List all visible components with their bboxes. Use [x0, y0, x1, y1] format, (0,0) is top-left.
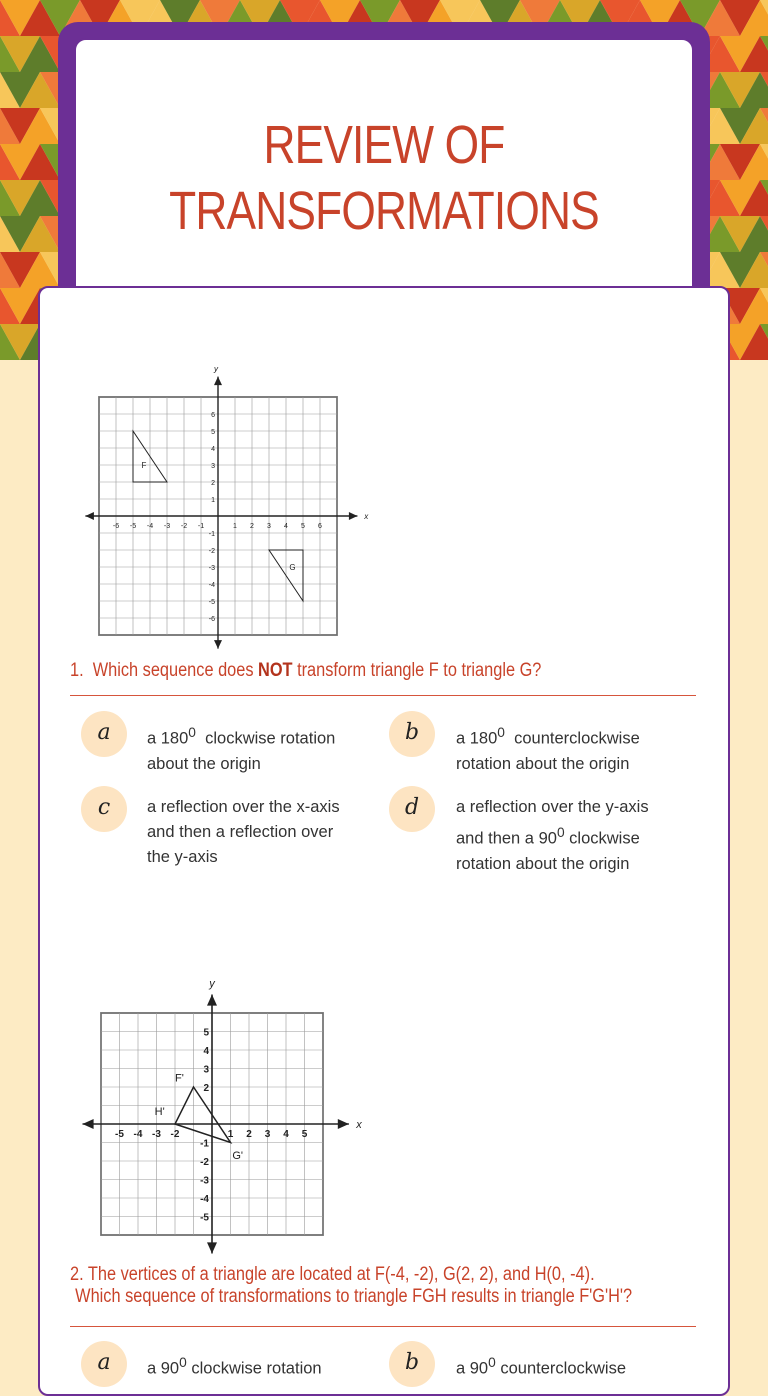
y-axis-label: y [209, 978, 215, 991]
q1-d-line2b: clockwise [564, 829, 640, 848]
q1-b-sup: 0 [497, 725, 505, 740]
x-tick-label: 4 [283, 1129, 289, 1140]
q1-number: 1. [70, 660, 84, 681]
x-axis-arrow [338, 1119, 349, 1129]
x-axis-label: x [364, 512, 369, 521]
x-tick-label: -4 [133, 1129, 143, 1140]
q2-option-a-text[interactable] [147, 1350, 377, 1382]
q1-option-c-text[interactable] [147, 795, 377, 870]
x-axis-arrow-left [85, 512, 94, 520]
triangle-g-label: G [289, 563, 296, 572]
x-tick-label: -6 [112, 523, 120, 530]
q1-option-b-badge[interactable]: b [389, 711, 435, 757]
x-tick-label: -5 [115, 1129, 124, 1140]
q2-option-b-badge[interactable]: b [389, 1341, 435, 1387]
x-tick-label: 2 [246, 1129, 252, 1140]
y-tick-label: -5 [200, 1212, 209, 1224]
q1-a-line1: a 180 [147, 729, 189, 748]
q2-a-line1: a 90 [147, 1359, 180, 1378]
y-tick-label: -1 [200, 1138, 209, 1150]
y-tick-label: -4 [208, 582, 215, 589]
q2-coordinate-graph [78, 970, 368, 1260]
q1-b-line1b: counterclockwise [504, 729, 640, 748]
x-tick-label: -3 [163, 523, 171, 530]
q1-option-a-text[interactable] [147, 720, 377, 777]
y-tick-label: 3 [203, 1064, 209, 1076]
y-tick-label: -6 [208, 616, 215, 623]
q1-coordinate-graph [80, 366, 370, 656]
q1-b-line1: a 180 [456, 729, 498, 748]
x-tick-label: -5 [129, 523, 137, 530]
q1-option-d-badge[interactable]: d [389, 786, 435, 832]
q1-d-line2a: and then a 90 [456, 829, 557, 848]
title-line-1: REVIEW OF [263, 115, 505, 175]
q1-text-bold: NOT [258, 660, 293, 681]
q1-c-line2: and then a reflection over [147, 823, 334, 841]
q1-c-line3: the y-axis [147, 848, 218, 866]
title-line-2: TRANSFORMATIONS [169, 181, 599, 241]
q1-option-c-badge[interactable]: c [81, 786, 127, 832]
y-tick-label: 6 [211, 412, 215, 419]
q2-line2: Which sequence of transformations to triangle FGH results in triangle F'G'H'? [75, 1286, 633, 1307]
y-tick-label: 4 [211, 446, 215, 453]
q2-a-line1b: clockwise rotation [186, 1359, 322, 1378]
x-tick-label: 5 [301, 1129, 308, 1140]
y-axis-arrow [207, 995, 217, 1006]
q1-b-line2: rotation about the origin [456, 754, 630, 773]
q1-a-line1b: clockwise rotation [195, 729, 336, 748]
q2-b-sup: 0 [488, 1355, 496, 1370]
x-tick-label: 5 [301, 523, 305, 530]
q1-text-before: Which sequence does [92, 660, 259, 681]
q1-a-line2: about the origin [147, 754, 261, 773]
q1-d-line3: rotation about the origin [456, 854, 630, 873]
x-tick-label: -2 [170, 1129, 180, 1140]
q1-c-line1: a reflection over the x-axis [147, 798, 340, 816]
q1-text-after: transform triangle F to triangle G? [292, 660, 542, 681]
q1-option-d-text[interactable] [456, 795, 686, 877]
x-axis-label: x [356, 1119, 362, 1131]
triangle-h-prime-label: H' [154, 1105, 165, 1118]
q1-divider [70, 695, 696, 696]
x-axis-arrow [349, 512, 358, 520]
q2-divider [70, 1326, 696, 1327]
q2-question [70, 1264, 632, 1308]
q2-line1: 2. The vertices of a triangle are located at F(-4, -2), G(2, 2), and H(0, -4). [70, 1264, 595, 1285]
y-tick-label: -2 [208, 548, 215, 555]
y-tick-label: 2 [211, 480, 215, 487]
q2-option-a-badge[interactable]: a [81, 1341, 127, 1387]
y-tick-label: 5 [211, 429, 215, 436]
y-tick-label: 3 [211, 463, 215, 470]
y-tick-label: -3 [200, 1175, 209, 1187]
y-tick-label: -2 [200, 1157, 209, 1168]
x-tick-label: 3 [264, 1129, 271, 1140]
y-axis-arrow [214, 377, 222, 386]
y-axis-arrow-down [207, 1242, 217, 1253]
triangle-g-prime-label: G' [232, 1150, 244, 1163]
q1-d-line1: a reflection over the y-axis [456, 798, 649, 816]
y-axis-arrow-down [214, 640, 222, 649]
triangle-f-prime-label: F' [175, 1072, 184, 1085]
x-tick-label: -4 [146, 523, 154, 530]
x-tick-label: 2 [250, 523, 254, 530]
y-tick-label: 1 [211, 497, 215, 504]
x-tick-label: 3 [267, 523, 271, 530]
q2-a-sup: 0 [179, 1355, 187, 1370]
y-tick-label: -4 [200, 1194, 209, 1205]
q1-question [70, 660, 541, 682]
x-tick-label: -3 [152, 1129, 161, 1140]
page-title [130, 112, 638, 244]
q1-option-b-text[interactable] [456, 720, 686, 777]
q1-a-sup: 0 [188, 725, 196, 740]
q1-option-a-badge[interactable]: a [81, 711, 127, 757]
x-axis-arrow-left [83, 1119, 94, 1129]
x-tick-label: 4 [284, 523, 288, 530]
y-tick-label: 5 [203, 1027, 209, 1039]
x-tick-label: -1 [197, 523, 205, 530]
q1-d-sup: 0 [556, 825, 565, 840]
q2-b-line1b: counterclockwise [495, 1359, 627, 1378]
y-tick-label: -5 [208, 599, 215, 606]
y-tick-label: -1 [208, 531, 215, 538]
y-tick-label: 2 [203, 1083, 209, 1094]
q2-b-line1: a 90 [456, 1359, 489, 1378]
q2-option-b-text[interactable] [456, 1350, 686, 1382]
y-axis-label: y [214, 366, 218, 374]
x-tick-label: -2 [180, 523, 188, 530]
x-tick-label: 6 [318, 523, 322, 530]
x-tick-label: 1 [233, 523, 237, 530]
x-tick-label: 1 [227, 1129, 234, 1140]
y-tick-label: 4 [203, 1046, 209, 1057]
y-tick-label: -3 [208, 565, 215, 572]
triangle-f-label: F [141, 461, 147, 470]
